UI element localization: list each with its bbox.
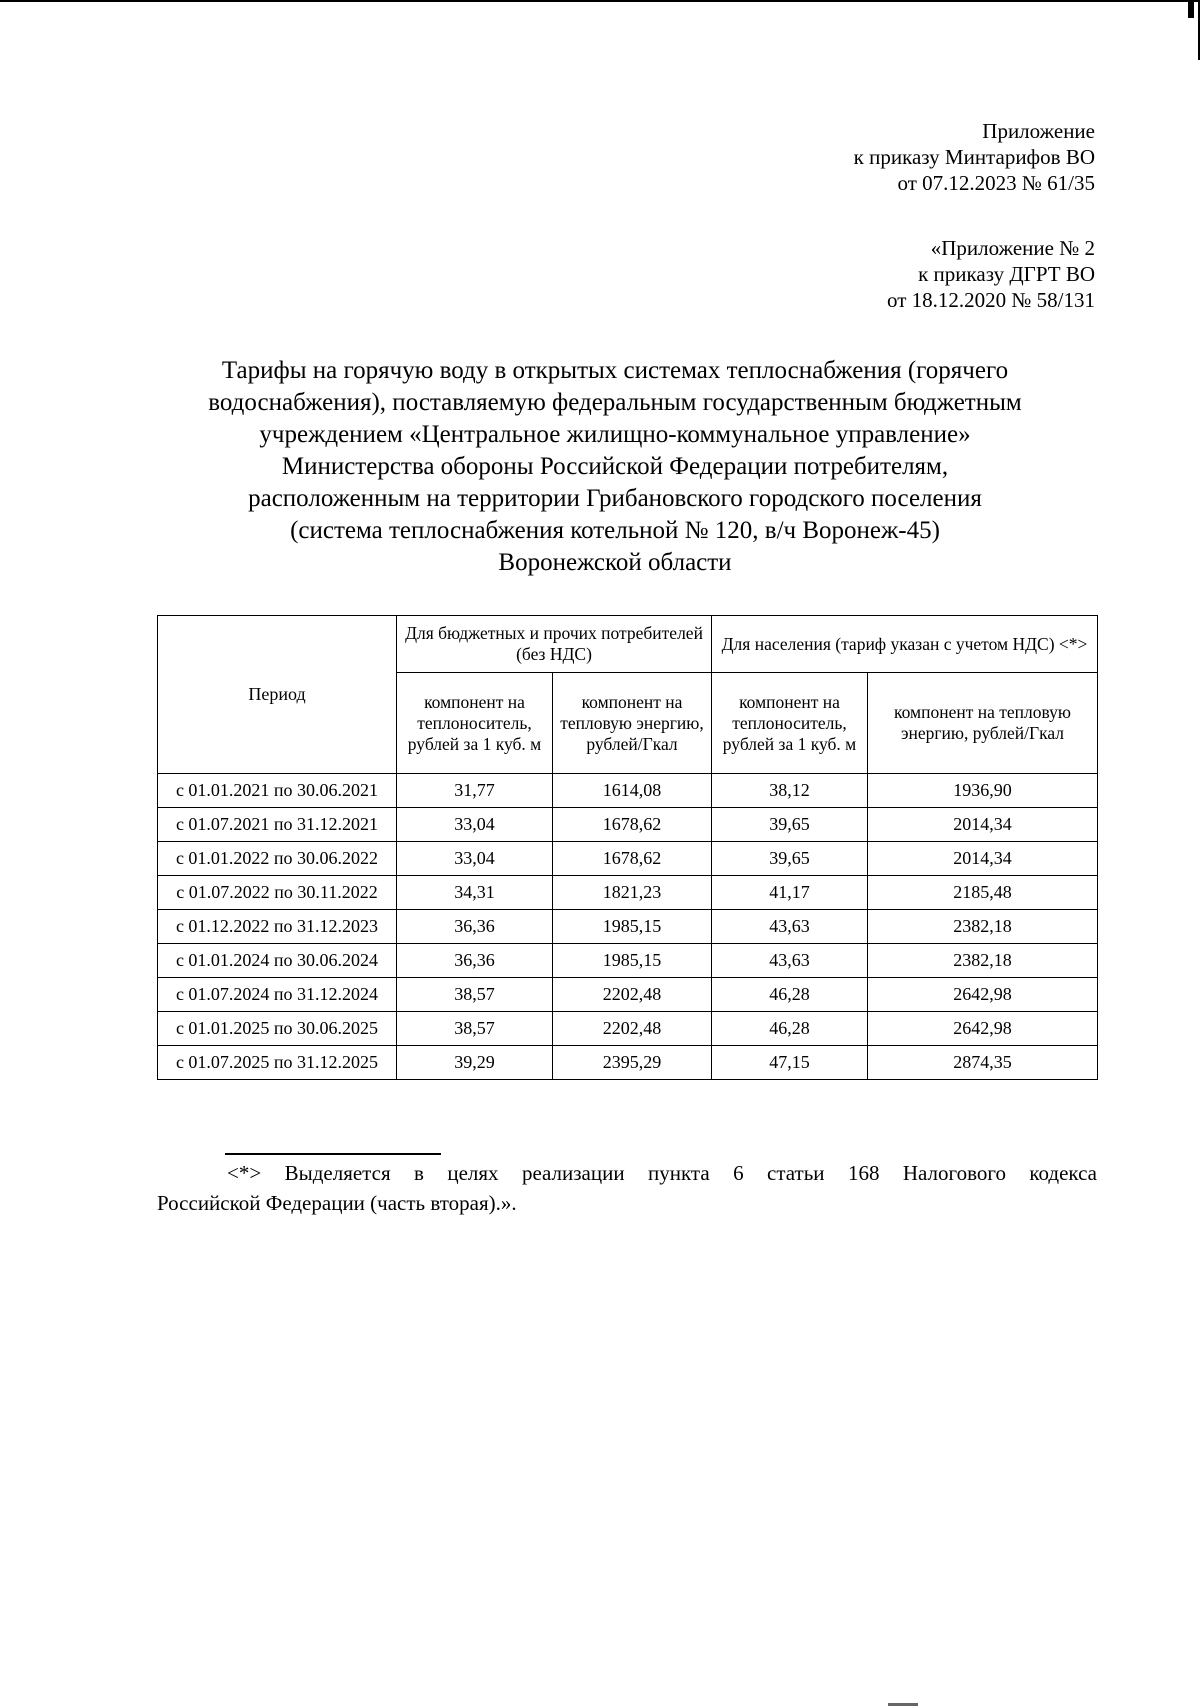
title-line: (система теплоснабжения котельной № 120, в/ч Воронеж-45) bbox=[290, 517, 940, 544]
value-cell: 2202,48 bbox=[553, 1012, 712, 1046]
footnote-line: <*> Выделяется в целях реализации пункта 6 статьи 168 Налогового кодекса bbox=[227, 1161, 1097, 1185]
approval-line: к приказу ДГРТ ВО bbox=[918, 262, 1095, 286]
approval-line: от 07.12.2023 № 61/35 bbox=[897, 171, 1095, 195]
population-header: Для населения (тариф указан с учетом НДС) <*> bbox=[712, 616, 1098, 673]
table-row bbox=[158, 1012, 1098, 1046]
table-row bbox=[158, 978, 1098, 1012]
heat-energy-component-header: компонент на тепловую энергию, рублей/Гкал bbox=[868, 673, 1098, 774]
title-line: расположенным на территории Грибановского городского поселения bbox=[248, 485, 982, 512]
period-cell: с 01.01.2022 по 30.06.2022 bbox=[158, 842, 397, 876]
scan-corner-mark bbox=[1188, 0, 1194, 18]
value-cell: 43,63 bbox=[712, 910, 868, 944]
value-cell: 1985,15 bbox=[553, 910, 712, 944]
value-cell: 39,65 bbox=[712, 808, 868, 842]
value-cell: 33,04 bbox=[397, 808, 553, 842]
value-cell: 38,57 bbox=[397, 1012, 553, 1046]
table-row bbox=[158, 944, 1098, 978]
value-cell: 1936,90 bbox=[868, 774, 1098, 808]
period-cell: с 01.01.2025 по 30.06.2025 bbox=[158, 1012, 397, 1046]
period-cell: с 01.07.2021 по 31.12.2021 bbox=[158, 808, 397, 842]
value-cell: 2014,34 bbox=[868, 842, 1098, 876]
value-cell: 46,28 bbox=[712, 978, 868, 1012]
value-cell: 2642,98 bbox=[868, 978, 1098, 1012]
period-cell: с 01.07.2025 по 31.12.2025 bbox=[158, 1046, 397, 1080]
title-line: Воронежской области bbox=[498, 549, 732, 576]
approval-block-original bbox=[887, 235, 1095, 313]
table-row bbox=[158, 910, 1098, 944]
approval-line: Приложение bbox=[982, 119, 1095, 143]
value-cell: 43,63 bbox=[712, 944, 868, 978]
value-cell: 38,12 bbox=[712, 774, 868, 808]
table-row bbox=[158, 808, 1098, 842]
period-cell: с 01.01.2024 по 30.06.2024 bbox=[158, 944, 397, 978]
table-row bbox=[158, 1046, 1098, 1080]
coolant-component-header: компонент на теплоноситель, рублей за 1 куб. м bbox=[397, 673, 553, 774]
period-cell: с 01.01.2021 по 30.06.2021 bbox=[158, 774, 397, 808]
value-cell: 34,31 bbox=[397, 876, 553, 910]
value-cell: 38,57 bbox=[397, 978, 553, 1012]
value-cell: 46,28 bbox=[712, 1012, 868, 1046]
value-cell: 2874,35 bbox=[868, 1046, 1098, 1080]
value-cell: 2642,98 bbox=[868, 1012, 1098, 1046]
tariff-table bbox=[157, 615, 1098, 1080]
table-row bbox=[158, 842, 1098, 876]
footnote bbox=[157, 1158, 1097, 1218]
document-title bbox=[140, 355, 1090, 579]
title-line: водоснабжения), поставляемую федеральным государственным бюджетным bbox=[208, 389, 1022, 416]
coolant-component-header: компонент на теплоноситель, рублей за 1 куб. м bbox=[712, 673, 868, 774]
footnote-line: Российской Федерации (часть вторая).». bbox=[157, 1191, 517, 1215]
period-header: Период bbox=[158, 616, 397, 774]
approval-block-current bbox=[854, 118, 1095, 196]
value-cell: 41,17 bbox=[712, 876, 868, 910]
value-cell: 2202,48 bbox=[553, 978, 712, 1012]
value-cell: 47,15 bbox=[712, 1046, 868, 1080]
heat-energy-component-header: компонент на тепловую энергию, рублей/Гкал bbox=[553, 673, 712, 774]
title-line: Министерства обороны Российской Федерации потребителям, bbox=[281, 453, 949, 480]
value-cell: 39,29 bbox=[397, 1046, 553, 1080]
value-cell: 33,04 bbox=[397, 842, 553, 876]
table-row bbox=[158, 876, 1098, 910]
value-cell: 1821,23 bbox=[553, 876, 712, 910]
value-cell: 1985,15 bbox=[553, 944, 712, 978]
value-cell: 31,77 bbox=[397, 774, 553, 808]
value-cell: 39,65 bbox=[712, 842, 868, 876]
title-line: Тарифы на горячую воду в открытых системах теплоснабжения (горячего bbox=[221, 357, 1009, 384]
value-cell: 2395,29 bbox=[553, 1046, 712, 1080]
value-cell: 36,36 bbox=[397, 910, 553, 944]
table-row bbox=[158, 774, 1098, 808]
approval-line: «Приложение № 2 bbox=[930, 236, 1095, 260]
value-cell: 2014,34 bbox=[868, 808, 1098, 842]
period-cell: с 01.07.2024 по 31.12.2024 bbox=[158, 978, 397, 1012]
budget-consumers-header: Для бюджетных и прочих потребителей (без НДС) bbox=[397, 616, 712, 673]
approval-line: к приказу Минтарифов ВО bbox=[853, 145, 1095, 169]
period-cell: с 01.07.2022 по 30.11.2022 bbox=[158, 876, 397, 910]
period-cell: с 01.12.2022 по 31.12.2023 bbox=[158, 910, 397, 944]
value-cell: 2382,18 bbox=[868, 910, 1098, 944]
value-cell: 1678,62 bbox=[553, 808, 712, 842]
value-cell: 36,36 bbox=[397, 944, 553, 978]
value-cell: 1614,08 bbox=[553, 774, 712, 808]
scan-edge-top bbox=[0, 0, 1200, 2]
value-cell: 2382,18 bbox=[868, 944, 1098, 978]
value-cell: 2185,48 bbox=[868, 876, 1098, 910]
approval-line: от 18.12.2020 № 58/131 bbox=[886, 288, 1095, 312]
scan-bottom-mark bbox=[888, 1703, 918, 1706]
footnote-separator bbox=[225, 1153, 441, 1155]
value-cell: 1678,62 bbox=[553, 842, 712, 876]
title-line: учреждением «Центральное жилищно-коммунальное управление» bbox=[259, 421, 971, 448]
